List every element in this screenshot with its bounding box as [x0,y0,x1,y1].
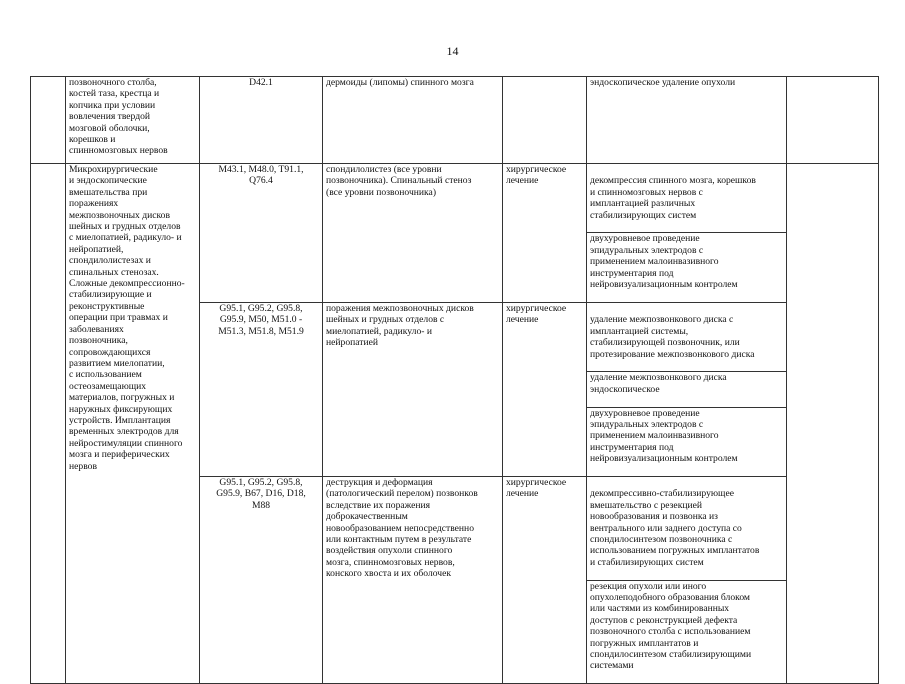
icd-codes-cell: G95.1, G95.2, G95.8, G95.9, M50, M51.0 - M51.3, M51.8, M51.9 [200,302,323,476]
method-item: декомпрессивно-стабилизирующее вмешательство с резекцией новообразования и позвонка из вентрального или заднего доступа со спондилосинтезом позвоночника с использованием погружных имплантатов и стабилизирующих систем [590,488,760,568]
patient-model-cell: дермоиды (липомы) спинного мозга [323,77,503,164]
icd-codes-cell: M43.1, M48.0, T91.1, Q76.4 [200,164,323,303]
treatment-type-cell: хирургическое лечение [503,476,587,683]
method-item: удаление межпозвонкового диска с имплантацией системы, стабилизирующей позвоночник, или протезирование межпозвонкового диска [590,314,755,360]
index-cell [31,77,66,164]
method-item: удаление межпозвонкового диска эндоскопическое [587,371,786,395]
care-type-cell: Микрохирургические и эндоскопические вмешательства при поражениях межпозвоночных дисков шейных и грудных отделов с миелопатией, радикуло- и нейропатией, спондилолистезах и спинальных стенозах. Сложные декомпрессионно- стабилизирующие и реконструктивные операции при травмах и заболеваниях позвоночника, сопровождающихся развитием миелопатии, с использованием остеозамещающих материалов, погружных и наружных фиксирующих устройств. Имплантация временных электродов для нейростимуляции спинного мозга и периферических нервов [66,164,200,684]
method-cell [587,164,787,303]
table-row [31,77,879,164]
icd-codes-cell: D42.1 [200,77,323,164]
patient-model-cell: деструкция и деформация (патологический перелом) позвонков вследствие их поражения доброкачественным новообразованием непосредственно или контактным путем в результате воздействия опухоли спинного мозга, спинномозговых нервов, конского хвоста и их оболочек [323,476,503,683]
method-item: резекция опухоли или иного опухолеподобного образования блоком или частями из комбинированных доступов с реконструкцией дефекта позвоночного столба с использованием погружных имплантатов и спондилосинтезом стабилизирующими системами [587,580,786,672]
method-item: двухуровневое проведение эпидуральных электродов с применением малоинвазивного инструментария под нейровизуализационным контролем [587,232,786,290]
norm-cell [787,77,879,164]
patient-model-cell: поражения межпозвоночных дисков шейных и грудных отделов с миелопатией, радикуло- и нейропатией [323,302,503,476]
treatment-type-cell: хирургическое лечение [503,302,587,476]
method-cell [587,77,787,164]
care-type-cell: позвоночного столба, костей таза, крестца и копчика при условии вовлечения твердой мозговой оболочки, корешков и спинномозговых нервов [66,77,200,164]
treatment-type-cell [503,77,587,164]
method-cell [587,302,787,476]
method-cell [587,476,787,683]
treatment-table [30,76,879,684]
patient-model-cell: спондилолистез (все уровни позвоночника). Спинальный стеноз (все уровни позвоночника) [323,164,503,303]
icd-codes-cell: G95.1, G95.2, G95.8, G95.9, B67, D16, D18, M88 [200,476,323,683]
method-item: декомпрессия спинного мозга, корешков и спинномозговых нервов с имплантацией различных стабилизирующих систем [590,175,756,221]
index-cell [31,164,66,684]
method-item: двухуровневое проведение эпидуральных электродов с применением малоинвазивного инструментария под нейровизуализационным контролем [587,407,786,465]
norm-cell [787,164,879,684]
table-row [31,164,879,303]
treatment-type-cell: хирургическое лечение [503,164,587,303]
page-number: 14 [446,44,459,58]
method-item: эндоскопическое удаление опухоли [590,77,736,88]
